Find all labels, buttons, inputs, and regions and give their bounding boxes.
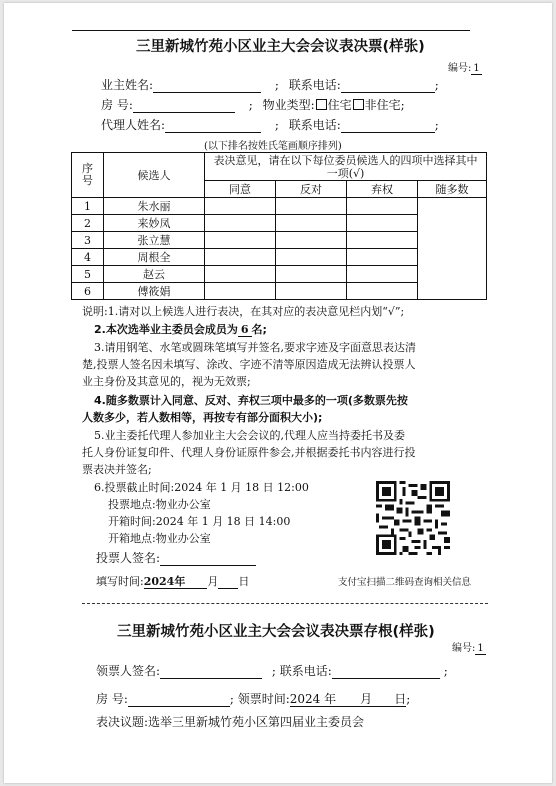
cell-follow-majority[interactable] xyxy=(418,198,487,300)
stub-phone-label: 联系电话: xyxy=(279,664,332,678)
stub-topic: 表决议题:选举三里新城竹苑小区第四届业主委员会 xyxy=(96,715,365,729)
owner-name-field[interactable] xyxy=(153,79,261,93)
opt-agree: 同意 xyxy=(205,181,276,198)
note-2 xyxy=(94,321,267,337)
stub-serial-number xyxy=(452,639,486,654)
sep: ; xyxy=(406,692,411,706)
col-opinion-header: 表决意见，请在以下每位委员候选人的四项中选择其中一项(√) xyxy=(205,153,487,181)
sep: ; xyxy=(274,118,279,132)
stub-serial-label: 编号: xyxy=(452,643,476,654)
residential-label: 住宅 xyxy=(327,98,352,112)
fill-day-unit: 日 xyxy=(238,575,250,588)
stub-room-row xyxy=(96,690,410,707)
cell-oppose[interactable] xyxy=(276,198,347,215)
phone-label: 联系电话: xyxy=(288,78,341,92)
list-note: (以下排名按姓氏笔画顺序排列) xyxy=(204,141,342,152)
cut-line xyxy=(82,603,488,604)
note-3c: 业主身份及其意见的，视为无效票; xyxy=(82,375,251,388)
note-4a: 4.随多数票计入同意、反对、弃权三项中最多的一项(多数票先按 xyxy=(94,394,408,407)
serial-number xyxy=(448,59,482,74)
row-candidate: 傅筱娟 xyxy=(104,283,205,300)
row-candidate: 赵云 xyxy=(104,266,205,283)
non-residential-label: 非住宅 xyxy=(364,98,401,112)
note-6b: 投票地点:物业办公室 xyxy=(108,498,211,511)
table-row xyxy=(72,198,487,215)
ballot-title: 三里新城竹苑小区业主大会会议表决票(样张) xyxy=(136,39,425,55)
collect-time-value[interactable] xyxy=(290,692,406,707)
fill-time-row xyxy=(96,573,249,589)
room-label: 房 号: xyxy=(101,98,133,112)
note-2-unit: 名; xyxy=(251,323,267,336)
owner-name-row xyxy=(101,76,439,93)
row-no: 1 xyxy=(72,198,104,215)
cell-oppose[interactable] xyxy=(276,215,347,232)
owner-name-label: 业主姓名: xyxy=(101,78,154,92)
cell-oppose[interactable] xyxy=(276,249,347,266)
stub-room-label: 房 号: xyxy=(96,692,128,706)
note-6a: 6.投票截止时间:2024 年 1 月 18 日 12:00 xyxy=(94,481,309,494)
sep: ; xyxy=(434,118,439,132)
proxy-phone-label: 联系电话: xyxy=(288,118,341,132)
fill-month-unit: 月 xyxy=(207,575,219,588)
fill-year-unit: 年 xyxy=(174,575,186,588)
cell-abstain[interactable] xyxy=(347,249,418,266)
cell-oppose[interactable] xyxy=(276,232,347,249)
collect-month-unit: 月 xyxy=(360,692,373,706)
collector-sign-field[interactable] xyxy=(160,665,262,679)
sep: ; xyxy=(248,98,253,112)
sep: ; xyxy=(443,664,448,678)
voter-sign-field[interactable] xyxy=(160,552,256,566)
serial-label: 编号: xyxy=(448,63,472,74)
opt-abstain: 弃权 xyxy=(347,181,418,198)
collect-time-label: 领票时间: xyxy=(237,692,290,706)
cell-abstain[interactable] xyxy=(347,232,418,249)
collect-day-unit: 日 xyxy=(394,692,407,706)
proxy-phone-field[interactable] xyxy=(341,119,435,133)
note-5c: 票表决并签名; xyxy=(82,463,152,476)
cell-agree[interactable] xyxy=(205,198,276,215)
row-no: 5 xyxy=(72,266,104,283)
serial-value: 1 xyxy=(473,63,480,74)
note-1: 说明:1.请对以上候选人进行表决，在其对应的表决意见栏内划“√”; xyxy=(82,305,405,318)
fill-month-field[interactable] xyxy=(185,577,207,589)
opt-oppose: 反对 xyxy=(276,181,347,198)
fill-time-label: 填写时间: xyxy=(96,575,144,588)
sep: ; xyxy=(229,692,234,706)
opt-follow-majority: 随多数 xyxy=(418,181,487,198)
row-candidate: 朱水丽 xyxy=(104,198,205,215)
note-2-text: 2.本次选举业主委员会成员为 xyxy=(94,323,238,336)
fill-day-field[interactable] xyxy=(218,577,238,589)
stub-room-field[interactable] xyxy=(128,693,230,707)
sep: ; xyxy=(400,98,405,112)
collect-year-unit: 年 xyxy=(324,692,337,706)
room-row xyxy=(101,96,405,113)
cell-agree[interactable] xyxy=(205,249,276,266)
residential-checkbox[interactable] xyxy=(316,99,327,110)
room-field[interactable] xyxy=(133,99,235,113)
cell-agree[interactable] xyxy=(205,232,276,249)
voter-sign-row xyxy=(96,549,256,566)
note-3a: 3.请用钢笔、水笔或圆珠笔填写并签名,要求字迹及字面意思表达清 xyxy=(94,341,416,354)
col-candidate-header: 候选人 xyxy=(104,153,205,198)
ballot-paper xyxy=(4,3,552,783)
row-candidate: 张立慧 xyxy=(104,232,205,249)
sep: ; xyxy=(271,664,276,678)
vote-table xyxy=(71,152,487,300)
cell-agree[interactable] xyxy=(205,283,276,300)
note-6d: 开箱地点:物业办公室 xyxy=(108,532,211,545)
sep: ; xyxy=(434,78,439,92)
proxy-name-label: 代理人姓名: xyxy=(101,118,166,132)
top-rule xyxy=(72,30,470,31)
member-count: 6 xyxy=(238,323,252,337)
qr-code[interactable] xyxy=(376,481,450,555)
note-3b: 楚,投票人签名因未填写、涂改、字迹不清等原因造成无法辨认投票人 xyxy=(82,358,416,371)
qr-caption: 支付宝扫描二维码查询相关信息 xyxy=(338,577,472,588)
cell-abstain[interactable] xyxy=(347,198,418,215)
cell-oppose[interactable] xyxy=(276,266,347,283)
cell-agree[interactable] xyxy=(205,266,276,283)
proxy-name-field[interactable] xyxy=(165,119,261,133)
stub-title: 三里新城竹苑小区业主大会会议表决票存根(样张) xyxy=(117,624,435,640)
col-seq-header: 序号 xyxy=(72,153,104,198)
row-no: 6 xyxy=(72,283,104,300)
cell-abstain[interactable] xyxy=(347,266,418,283)
property-type-label: 物业类型: xyxy=(262,98,315,112)
fill-year: 2024 xyxy=(143,575,175,588)
note-5b: 托人身份证复印件、代理人身份证原件参会,并根据委托书内容进行投 xyxy=(82,446,416,459)
stub-phone-field[interactable] xyxy=(332,665,440,679)
voter-sign-label: 投票人签名: xyxy=(96,551,161,565)
note-6c: 开箱时间:2024 年 1 月 18 日 14:00 xyxy=(108,515,291,528)
cell-agree[interactable] xyxy=(205,215,276,232)
non-residential-checkbox[interactable] xyxy=(353,99,364,110)
phone-field[interactable] xyxy=(341,79,435,93)
cell-abstain[interactable] xyxy=(347,215,418,232)
cell-oppose[interactable] xyxy=(276,283,347,300)
row-no: 3 xyxy=(72,232,104,249)
note-5a: 5.业主委托代理人参加业主大会会议的,代理人应当持委托书及委 xyxy=(94,429,405,442)
sep: ; xyxy=(274,78,279,92)
row-no: 4 xyxy=(72,249,104,266)
stub-collector-row xyxy=(96,662,448,679)
row-candidate: 来妙凤 xyxy=(104,215,205,232)
cell-abstain[interactable] xyxy=(347,283,418,300)
stub-serial-value: 1 xyxy=(477,643,484,654)
collect-year: 2024 xyxy=(289,692,321,706)
collector-sign-label: 领票人签名: xyxy=(96,664,161,678)
proxy-row xyxy=(101,116,439,133)
note-4b: 人数多少，若人数相等，再按专有部分面积大小); xyxy=(82,411,323,424)
row-no: 2 xyxy=(72,215,104,232)
row-candidate: 周根全 xyxy=(104,249,205,266)
